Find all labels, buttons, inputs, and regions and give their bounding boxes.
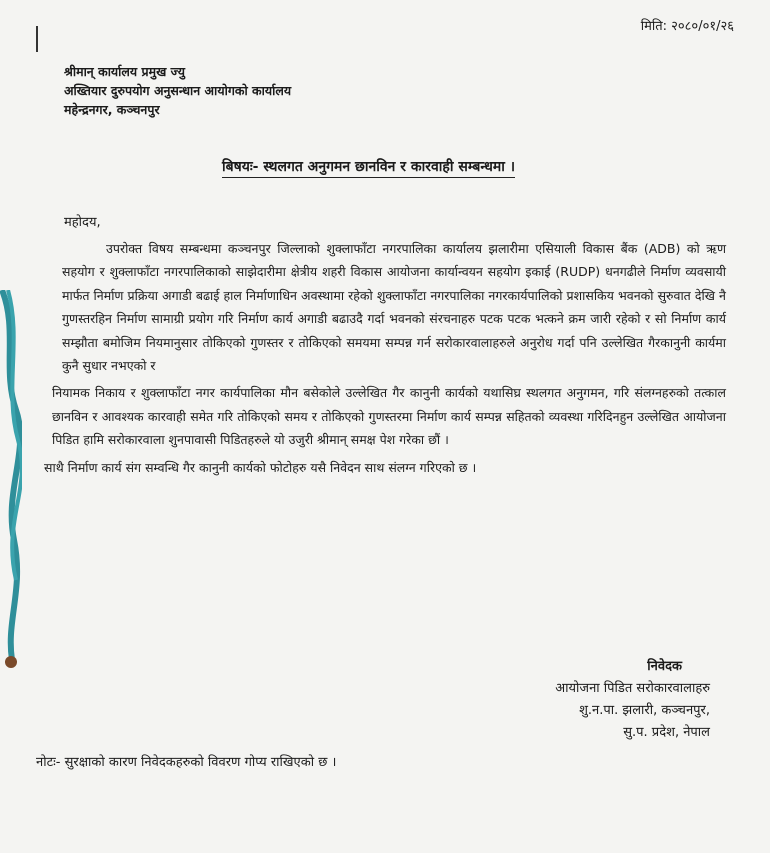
letter-subject: बिषयः- स्थलगत अनुगमन छानविन र कारवाही सम्बन्धमा । bbox=[222, 157, 515, 178]
signature-line: सु.प. प्रदेश, नेपाल bbox=[623, 725, 710, 740]
signature-heading: निवेदक bbox=[647, 659, 682, 674]
letter-date: मिति: २०८०/०१/२६ bbox=[640, 19, 734, 34]
signature-block bbox=[555, 656, 710, 744]
recipient-line: अख्तियार दुरुपयोग अनुसन्धान आयोगको कार्यालय bbox=[64, 83, 292, 98]
signature-line: आयोजना पिडित सरोकारवालाहरु bbox=[555, 681, 710, 696]
footnote: नोटः- सुरक्षाको कारण निवेदकहरुको विवरण गोप्य राखिएको छ । bbox=[36, 755, 337, 770]
recipient-address bbox=[64, 62, 291, 119]
margin-mark bbox=[36, 26, 38, 52]
body-paragraph: नियामक निकाय र शुक्लाफाँटा नगर कार्यपालिका मौन बसेकोले उल्लेखित गैर कानुनी कार्यको यथासिघ्र स्थलगत अनुगमन, गरि संलग्नहरुको तत्काल छानविन र आवश्यक कारवाही समेत गरि तोकिएको समय र तोकिएको गुणस्तरमा निर्माण कार्य सम्पन्न सहितको व्यवस्था गरिदिनहुन उल्लेखित आयोजना पिडित हामि सरोकारवाला शुनपावासी पिडितहरुले यो उजुरी श्रीमान् समक्ष पेश गरेका छौं । bbox=[52, 385, 726, 448]
recipient-line: महेन्द्रनगर, कञ्चनपुर bbox=[64, 102, 160, 117]
salutation: महोदय, bbox=[64, 215, 101, 230]
recipient-line: श्रीमान् कार्यालय प्रमुख ज्यु bbox=[64, 64, 186, 79]
body-paragraph: साथै निर्माण कार्य संग सम्वन्धि गैर कानुनी कार्यको फोटोहरु यसै निवेदन साथ संलग्न गरिएको छ । bbox=[44, 459, 477, 475]
binding-cord-icon bbox=[0, 290, 22, 670]
signature-line: शु.न.पा. झलारी, कञ्चनपुर, bbox=[579, 703, 710, 718]
body-paragraph: उपरोक्त विषय सम्बन्धमा कञ्चनपुर जिल्लाको शुक्लाफाँटा नगरपालिका कार्यालय झलारीमा एसियाली विकास बैंक (ADB) को ऋण सहयोग र शुक्लाफाँटा नगरपालिकाको साझेदारीमा क्षेत्रीय शहरी विकास आयोजना कार्यान्वयन सहयोग इकाई (RUDP) धनगढीले निर्माण व्यवसायी मार्फत निर्माण प्रक्रिया अगाडी बढाई हाल निर्माणाधिन अवस्थामा रहेको शुक्लाफाँटा नगरपालिका नगरकार्यपालिको प्रशासकिय भवनको सुरुवात देखि नै गुणस्तरहिन निर्माण सामाग्री प्रयोग गरि निर्माण कार्य अगाडी बढाउदै गर्दा भवनको संरचनाहरु पटक पटक भत्कने क्रम जारी रहेको र सो निर्माण कार्य सम्झौता बमोजिम नियमानुसार तोकिएको गुणस्तर र तोकिएको समयमा सम्पन्न गर्न सरोकारवालाहरुले अनुरोध गर्दा पनि उल्लेखित गैरकानुनी कार्यमा कुनै सुधार नभएको र bbox=[62, 241, 726, 374]
letter-body bbox=[44, 237, 726, 479]
